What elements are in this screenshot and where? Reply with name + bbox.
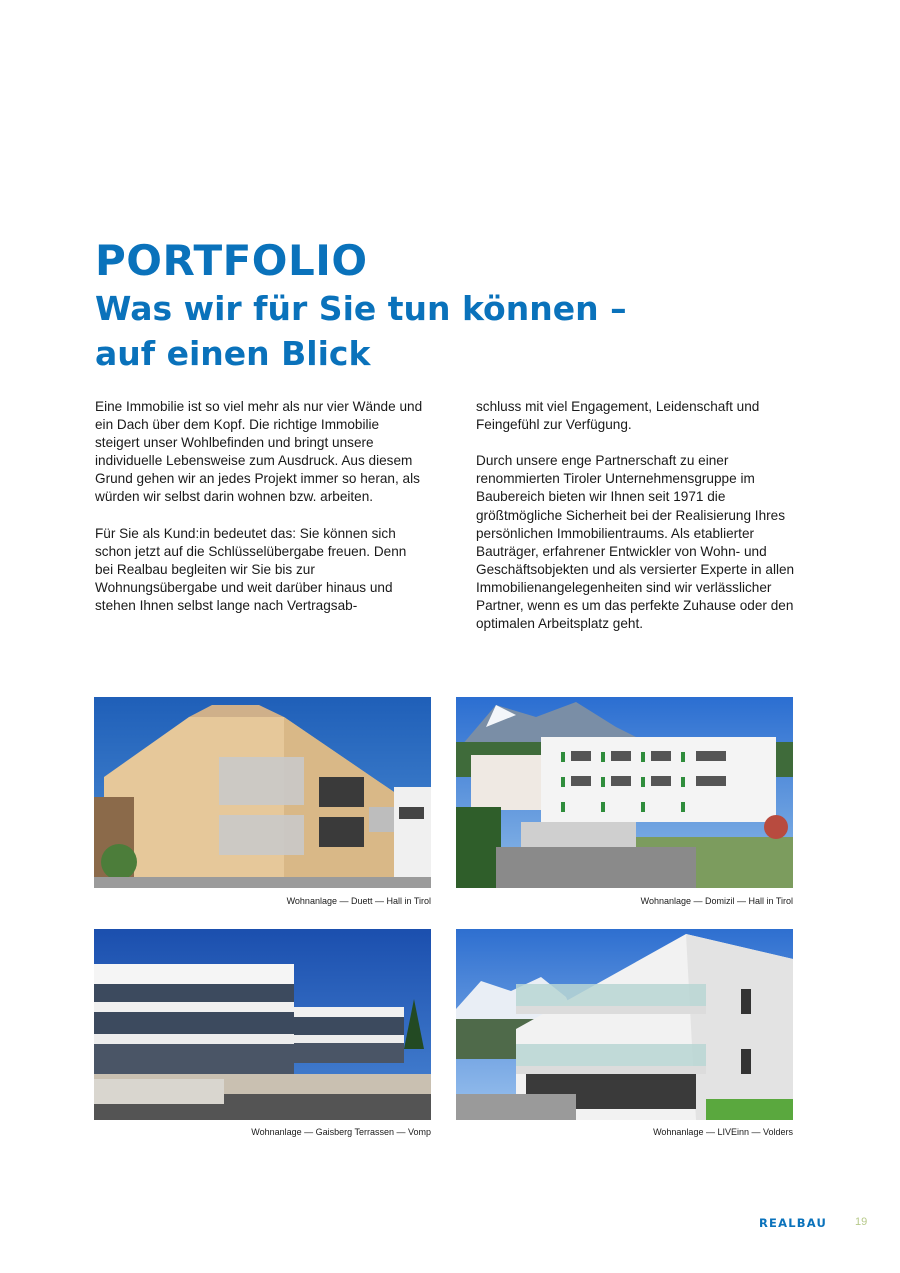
subtitle-line-2: auf einen Blick [95, 334, 371, 373]
paragraph: Durch unsere enge Partnerschaft zu einer renommierten Tiroler Unternehmensgruppe im Baubereich bieten wir Ihnen seit 1971 die größtmögliche Sicherheit bei der Realisierung Ihres persönlichen Immobilientraums. Als etablierter Bauträger, erfahrener Entwickler von Wohn- und Geschäftsobjekten und als versierter Experte in allen Immobilienangelegenheiten sind wir verlässlicher Partner, wenn es um das perfekte Zuhause oder den optimalen Arbeitsplatz geht. [476, 453, 795, 632]
text-column-right [476, 398, 806, 651]
photo-caption: Wohnanlage — Domizil — Hall in Tirol [640, 896, 793, 906]
text-column-left [95, 398, 425, 633]
photo-domizil [456, 697, 793, 888]
photo-caption: Wohnanlage — Duett — Hall in Tirol [286, 896, 431, 906]
building-photo [94, 697, 431, 888]
photo-gaisberg-terrassen [94, 929, 431, 1120]
paragraph: Eine Immobilie ist so viel mehr als nur vier Wände und ein Dach über dem Kopf. Die richtige Immobilie steigert unser Wohlbefinden und bringt unsere individuelle Lebensweise zum Ausdruck. Aus diesem Grund gehen wir an jedes Projekt immer so heran, als würden wir selbst darin wohnen bzw. arbeiten. [95, 399, 423, 505]
paragraph: schluss mit viel Engagement, Leidenschaft und Feingefühl zur Verfügung. [476, 399, 760, 433]
building-photo [456, 929, 793, 1120]
photo-duett [94, 697, 431, 888]
page-subtitle [95, 286, 735, 376]
paragraph: Für Sie als Kund:in bedeutet das: Sie können sich schon jetzt auf die Schlüsselübergabe freuen. Denn bei Realbau begleiten wir Sie bis zur Wohnungsübergabe und weit darüber hinaus und stehen Ihnen selbst lange nach Vertragsab- [95, 525, 407, 614]
photo-caption: Wohnanlage — Gaisberg Terrassen — Vomp [251, 1127, 431, 1137]
footer-brand-logo: REALBAU [759, 1216, 827, 1230]
page-title: PORTFOLIO [95, 236, 368, 285]
photo-caption: Wohnanlage — LIVEinn — Volders [653, 1127, 793, 1137]
building-photo [94, 929, 431, 1120]
subtitle-line-1: Was wir für Sie tun können – [95, 289, 627, 328]
photo-liveinn [456, 929, 793, 1120]
building-photo [456, 697, 793, 888]
page-number: 19 [855, 1216, 868, 1228]
